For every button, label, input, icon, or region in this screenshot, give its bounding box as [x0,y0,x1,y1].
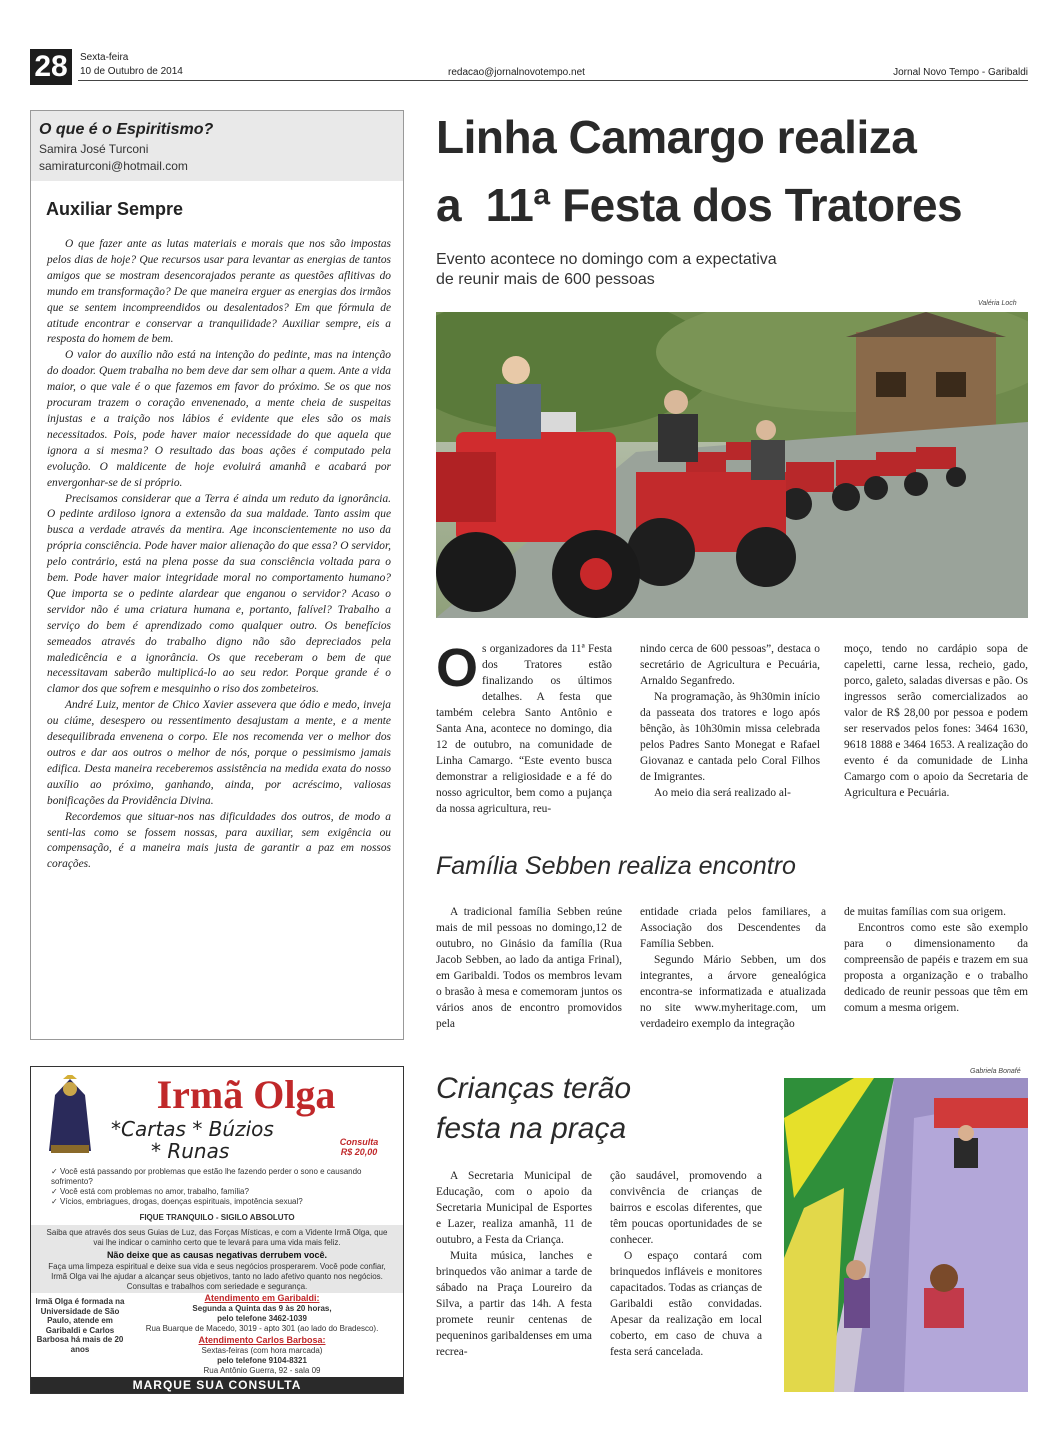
main-col1-text: s organizadores da 11ª Festa dos Tratores estão finalizando os últimos detalhes. A festa que também celebra Santo Antônio e Santa Ana, acontece no domingo, dia 12 de outubro, na comunidade de Linha Camargo. “Este evento busca demonstrar a religiosidade e a fé do nosso agricultor, bem como a pujança da nossa agricultura, reu- [436,643,612,815]
drop-cap: O [436,638,479,698]
main-headline-line1: Linha Camargo realiza [436,111,917,163]
main-col3-text: moço, tendo no cardápio sopa de capeletti, carne lessa, recheio, gado, porco, galeto, saladas diversas e pão. Os ingressos serão comercializados ao valor de R$ 28,00 por pessoa e podem ser reservados pelos fones: 3464 1630, 9618 1888 e 3464 1653. A realização do evento é da comunidade de Linha Camargo com o apoio da Secretaria de Agricultura e Pecuária. [844,643,1028,799]
criancas-col1-text: A Secretaria Municipal de Educação, com o apoio da Secretaria Municipal de Esportes e Lazer, realiza amanhã, 11 de outubro, a Festa da Criança. [436,1170,592,1246]
main-col2 [640,641,820,801]
column-paragraph: O valor do auxílio não está na intenção do pedinte, mas na intenção do doador. Quem trabalha no bem deve dar sem olhar a quem. Ante a vida maior, o que vale é o que fazemos em favor do próximo. Se os que nos procuram trazem o coração envenenado, a mente cheia de suspeitas injustas e a traição nos lábios é evidente que eles são os mais necessitados. Pois, pode haver maior necessidade do que aquela que ignora a si mesma? O resultado das boas ações é computado pela evolução. O maldicente de hoje evoluirá amanhã e acabará por envergonhar-se de si próprio. [47,349,391,489]
main-col2-text: nindo cerca de 600 pessoas”, destaca o secretário de Agricultura e Pecuária, Arnaldo Seganfredo. [640,643,820,687]
ad-services-line1: *Cartas * Búzios [111,1117,274,1141]
criancas-col1-text: Muita música, lanches e brinquedos vão animar a tarde de sábado na Praça Loureiro da Silva, a partir das 14h. A festa promete reunir centenas de pequeninos garibaldenses em uma recrea- [436,1250,592,1358]
garibaldi-address: Rua Buarque de Macedo, 3019 - apto 301 (ao lado do Bradesco). [145,1324,379,1333]
garibaldi-hours: Segunda a Quinta das 9 às 20 horas, [192,1304,332,1313]
column-paragraph: O que fazer ante as lutas materiais e morais que nos são impostas pelos dias de hoje? Que recursos usar para levantar as energias de tantos amigos que se mostram desencorajados perante as questões aflitivas do mundo em transformação? De que maneira erguer as energias dos irmãos que se sentem incompreendidos ou desalentados? Em que fórmula de atitude encontrar e conservar a tranquilidade? Auxiliar sempre, eis a resposta do homem de bem. [47,238,391,346]
carlos-phone[interactable]: pelo telefone 9104-8321 [217,1356,307,1365]
column-author-email[interactable]: samiraturconi@hotmail.com [39,159,188,173]
check-icon: ✓ [51,1167,60,1176]
column-paragraph: Precisamos considerar que a Terra é ainda um reduto da ignorância. O pedinte ardiloso ignora a extensão da sua maldade. Tanto assim que busca a verdade através da mentira. Age inconscientemente no uso da própria consciência. Pode haver maior alienação do que essa? O servidor, pelo contrário, está na plena posse da sua consciência voltada para o bem. Pode haver maior integridade moral no comportamento humano? Que importa se o pedinte alardear que enganou o servidor? Acaso o servidor não é uma criatura humana e, portanto, falível? Trabalho a serviço do bem é aprendizado como qualquer outro. Os benefícios semeados através do trabalho digno não são depreciados pela maledicência e a ignorância. Os que receberam o bem de que necessitavam saberão multiplicá-lo ao seu redor. Porque grande é o clamor dos que sofrem e mesquinho o riso dos zombeteiros. [47,492,391,696]
criancas-photo-credit: Gabriela Bonafé [970,1068,1021,1075]
photo-credit: Valéria Loch [978,300,1017,307]
ad-name: Irmã Olga [156,1072,336,1117]
ad-cta[interactable]: MARQUE SUA CONSULTA [31,1377,403,1393]
criancas-headline-line2: festa na praça [436,1112,627,1145]
ad-bullet: ✓ Você está passando por problemas que estão lhe fazendo perder o sono e causando sofrimento? [51,1167,362,1186]
carlos-address: Rua Antônio Guerra, 92 - sala 09 [203,1366,321,1375]
carlos-hours: Sextas-feiras (com hora marcada) [201,1346,323,1355]
ad-bullet: ✓ Vícios, embriagues, drogas, doenças espirituais, impotência sexual? [51,1197,303,1206]
irma-olga-ad [30,1066,404,1394]
contact-email[interactable]: redacao@jornalnovotempo.net [448,67,585,78]
column-paragraph: André Luiz, mentor de Chico Xavier assevera que ódio e medo, inveja ou ciúme, desespero ou ressentimento desajustam a mente, e a mente desequilibrada envenena o corpo. Ele nos recomenda ver o melhor dos outros e dar aos outros o melhor de nós, porque o pessimismo jamais edifica. Desta maneira receberemos assistência na medida exata do nosso auxílio ao próximo, ganhando, ainda, por acréscimo, valiosas bonificações da Providência Divina. [47,699,391,807]
criancas-col1 [436,1168,592,1360]
ad-guarantee: FIQUE TRANQUILO - SIGILO ABSOLUTO [139,1213,295,1222]
paper-name: Jornal Novo Tempo - Garibaldi [893,67,1028,78]
carlos-title: Atendimento Carlos Barbosa: [198,1335,326,1345]
main-col3 [844,641,1028,801]
sebben-col1-text: A tradicional família Sebben reúne mais de mil pessoas no domingo,12 de outubro, no Ginásio da família (Rua Jacob Sebben, ao lado da antiga Frinal), em Garibaldi. Todos os membros levam o brasão à mesa e comemoram juntos os vários anos de encontro promovidos pela [436,906,622,1030]
sebben-col3-text: Encontros como este são exemplo para o dimensionamento da compreensão de papéis e trazem em sua proposta a organização e o trabalho dedicado de reunir pessoas que têm em comum a mesma origem. [844,922,1028,1014]
sebben-col2-text: entidade criada pelos familiares, a Associação dos Descendentes da Família Sebben. [640,906,826,950]
check-icon: ✓ [51,1187,60,1196]
main-col2-text: Ao meio dia será realizado al- [654,787,791,799]
garibaldi-title: Atendimento em Garibaldi: [204,1293,320,1303]
inflatable-slide-photo [784,1078,1028,1392]
ad-bullets [51,1167,381,1207]
price-label: Consulta [339,1137,379,1147]
main-col1 [436,638,612,817]
criancas-col2-text: O espaço contará com brinquedos infláveis e monitores capacitados. Todas as crianças de Garibaldi estão convidadas. Apesar da realização em local coberto, em caso de chuva a festa será cancelada. [610,1250,762,1358]
tractor-parade-photo [436,312,1028,618]
sebben-col1 [436,904,622,1032]
check-icon: ✓ [51,1197,60,1206]
column-section-title: O que é o Espiritismo? [39,121,214,138]
column-paragraph: Recordemos que situar-nos nas dificuldades dos outros, de modo a senti-las como se fossem nossas, para auxiliar, sem exigência ou compensação, é a maneira mais justa de garantir a paz em nossos corações. [47,810,391,871]
sebben-headline: Família Sebben realiza encontro [436,852,796,880]
ad-highlight: Não deixe que as causas negativas derrubem você. [106,1250,328,1260]
saint-statue-icon [41,1075,99,1155]
weekday: Sexta-feira [80,52,129,63]
ad-text1: Saiba que através dos seus Guias de Luz, das Forças Místicas, e com a Vidente Irmã Olga, que vai lhe indicar o caminho certo que te levará para uma vida mais feliz. [46,1228,388,1247]
criancas-col2 [610,1168,762,1360]
opinion-column [30,110,404,1040]
column-author: Samira José Turconi [39,142,149,156]
price-value: R$ 20,00 [340,1147,378,1157]
sebben-col2-text: Segundo Mário Sebben, um dos integrantes, a árvore genealógica encontra-se informatizada e atualizada no site www.myheritage.com, um verdadeiro exemplo da integração [640,954,826,1030]
sebben-col2 [640,904,826,1032]
criancas-headline-line1: Crianças terão [436,1072,632,1105]
column-title: Auxiliar Sempre [46,199,184,219]
main-col2-text: Na programação, às 9h30min início da passeata dos tratores e logo após bênção, às 10h30min missa celebrada pelos Padres Santo Monegat e Rafael Giovanaz e cantada pelo Coral Filhos de Imigrantes. [640,691,820,783]
column-body [47,237,391,873]
criancas-col2-text: ção saudável, promovendo a convivência de crianças de bairros e escolas diferentes, que têm poucas oportunidades de se conhecer. [610,1170,762,1246]
sebben-col3 [844,904,1028,1016]
page-number: 28 [30,49,72,85]
main-headline-line2: a 11ª Festa dos Tratores [436,179,963,231]
garibaldi-phone[interactable]: pelo telefone 3462-1039 [217,1314,307,1323]
ad-services-line2: * Runas [151,1139,230,1163]
ad-bio: Irmã Olga é formada na Universidade de São Paulo, atende em Garibaldi e Carlos Barbosa há mais de 20 anos [35,1297,125,1354]
issue-date: 10 de Outubro de 2014 [80,66,183,77]
header-rule [78,80,1028,81]
sebben-col3-text: de muitas famílias com sua origem. [844,906,1006,918]
ad-text2: Faça uma limpeza espiritual e deixe sua vida e seus negócios prosperarem. Você pode confiar, Irmã Olga vai lhe ajudar a alcançar seus objetivos, tanto no lado afetivo quanto nos negócios. Consultas e trabalhos com seriedade e segurança. [48,1262,386,1291]
ad-bullet: ✓ Você está com problemas no amor, trabalho, família? [51,1187,249,1196]
main-subhead: Evento acontece no domingo com a expectativa de reunir mais de 600 pessoas [436,251,777,288]
